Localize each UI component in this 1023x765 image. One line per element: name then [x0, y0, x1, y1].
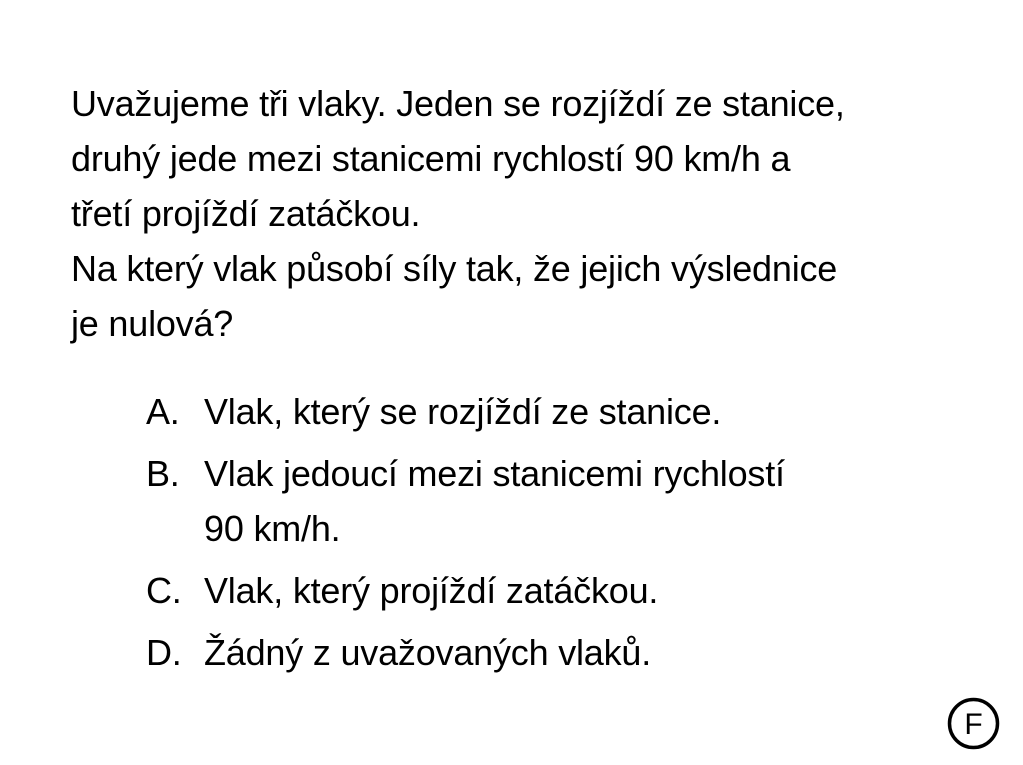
answer-text [204, 563, 926, 618]
answer-letter: C. [146, 570, 182, 611]
answer-option-b [146, 446, 926, 556]
question-text [71, 76, 971, 351]
answer-text [204, 625, 926, 680]
question-line: Na který vlak působí síly tak, že jejich výslednice [71, 248, 838, 289]
answer-option-a [146, 384, 926, 439]
question-line: třetí projíždí zatáčkou. [71, 193, 421, 234]
answer-option-d [146, 625, 926, 680]
answer-letter: B. [146, 453, 180, 494]
answer-line: Vlak, který se rozjíždí ze stanice. [204, 391, 722, 432]
question-line: je nulová? [71, 303, 234, 344]
answer-line: 90 km/h. [204, 508, 341, 549]
answer-letter: D. [146, 632, 182, 673]
answer-line: Žádný z uvažovaných vlaků. [204, 632, 652, 673]
circled-letter-icon [947, 697, 1000, 750]
answer-letter: A. [146, 391, 180, 432]
question-line: Uvažujeme tři vlaky. Jeden se rozjíždí ze stanice, [71, 83, 845, 124]
answer-text [204, 446, 926, 556]
badge-label: F [964, 708, 983, 741]
answer-option-c [146, 563, 926, 618]
answer-list [146, 384, 926, 687]
question-line: druhý jede mezi stanicemi rychlostí 90 km/h a [71, 138, 791, 179]
answer-line: Vlak, který projíždí zatáčkou. [204, 570, 659, 611]
answer-line: Vlak jedoucí mezi stanicemi rychlostí [204, 453, 785, 494]
answer-text [204, 384, 926, 439]
